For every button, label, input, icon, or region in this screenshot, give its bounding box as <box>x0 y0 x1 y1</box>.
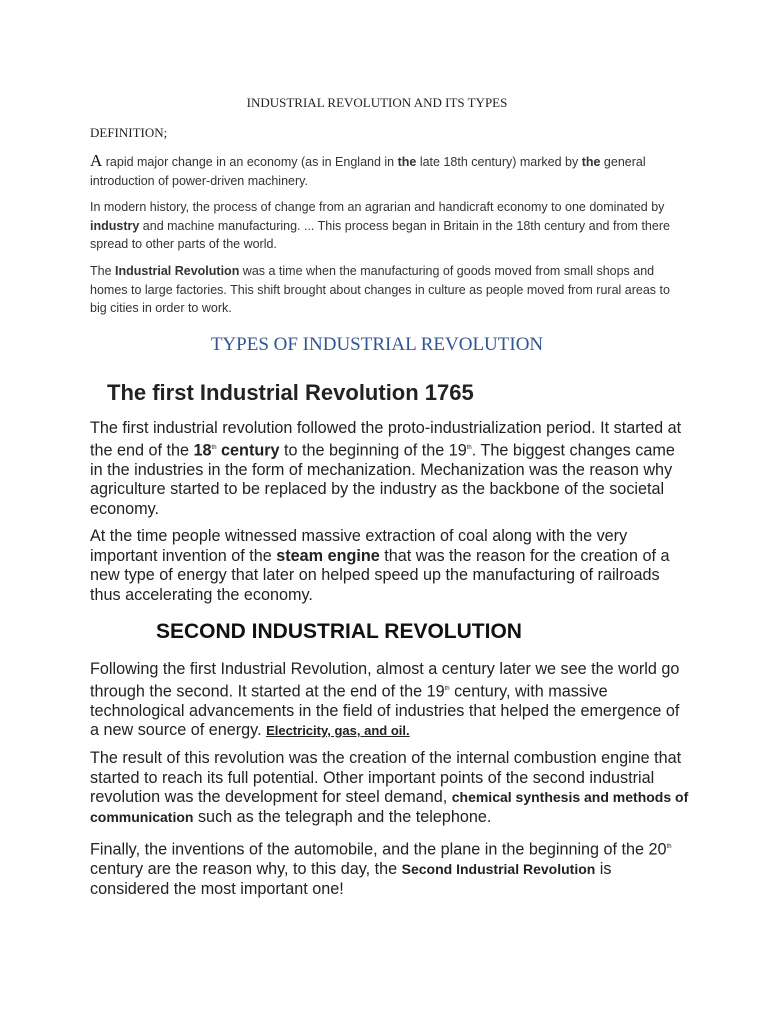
first-revolution-paragraph: The first industrial revolution followed the proto-industrialization period. It started at the end of the 18th century to the beginning of the 19th. The biggest changes came in the industries in the form of mechanization. Mechanization was the reason why agriculture started to be replaced by the industry as the backbone of the societal economy. <box>90 419 682 518</box>
drop-cap: A <box>90 151 103 170</box>
industrial-revolution-paragraph: The Industrial Revolution was a time when the manufacturing of goods moved from small shops and homes to large factories. This shift brought about changes in culture as people moved from rural areas to big cities in order to work. <box>90 264 670 315</box>
document-title: INDUSTRIAL REVOLUTION AND ITS TYPES <box>246 95 508 110</box>
second-revolution-paragraph: Following the first Industrial Revolution, almost a century later we see the world go through the second. It started at the end of the 19th century, with massive technological advancements in the field of industries that helped the emergence of a new source of energy. Electricity, gas, and oil. <box>90 660 680 740</box>
steam-engine-paragraph: At the time people witnessed massive extraction of coal along with the very important invention of the steam engine that was the reason for the creation of a new type of energy that later on helped speed up the manufacturing of railroads thus accelerating the economy. <box>90 527 670 604</box>
definition-paragraph: A rapid major change in an economy (as in England in the late 18th century) marked by the general introduction of power-driven machinery. <box>90 151 646 188</box>
first-revolution-heading: The first Industrial Revolution 1765 <box>107 380 474 405</box>
automobile-paragraph: Finally, the inventions of the automobile, and the plane in the beginning of the 20th century are the reason why, to this day, the Second Industrial Revolution is considered the most important one! <box>90 840 672 898</box>
definition-heading: DEFINITION; <box>90 125 168 140</box>
types-heading: TYPES OF INDUSTRIAL REVOLUTION <box>210 334 544 355</box>
modern-history-paragraph: In modern history, the process of change from an agrarian and handicraft economy to one dominated by industry and machine manufacturing. ... This process began in Britain in the 18th century and from there spread to other parts of the world. <box>90 200 670 251</box>
combustion-engine-paragraph: The result of this revolution was the creation of the internal combustion engine that started to reach its full potential. Other important points of the second industrial revolution was the development for steel demand, chemical synthesis and methods of communication such as the telegraph and the telephone. <box>90 749 689 826</box>
second-revolution-heading: SECOND INDUSTRIAL REVOLUTION <box>156 620 522 643</box>
